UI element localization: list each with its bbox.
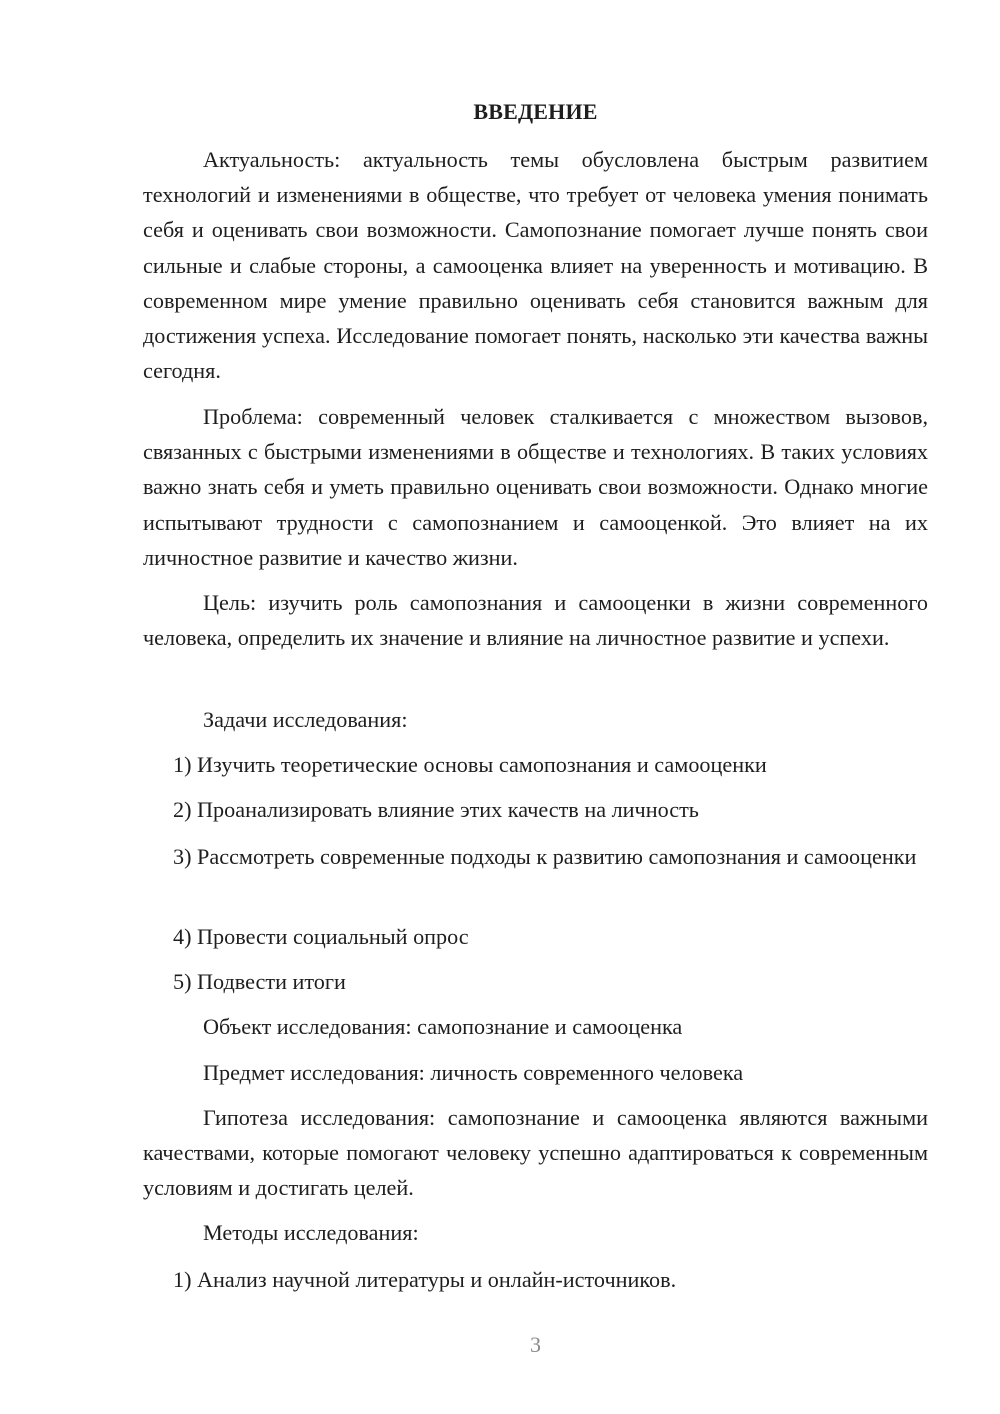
page-number: 3 xyxy=(530,1332,541,1357)
task-item-3: 3) Рассмотреть современные подходы к развитию самопознания и самооценки xyxy=(173,844,917,869)
paragraph-goal: Цель: изучить роль самопознания и самооценки в жизни современного человека, определить их значение и влияние на личностное развитие и успехи. xyxy=(143,590,928,651)
paragraph-problem: Проблема: современный человек сталкивается с множеством вызовов, связанных с быстрыми изменениями в обществе и технологиях. В таких условиях важно знать себя и уметь правильно оценивать свои возможности. Однако многие испытывают трудности с самопознанием и самооценкой. Это влияет на их личностное развитие и качество жизни. xyxy=(143,404,928,570)
task-item-2: 2) Проанализировать влияние этих качеств на личность xyxy=(173,797,699,822)
methods-heading: Методы исследования: xyxy=(203,1220,419,1245)
task-item-4: 4) Провести социальный опрос xyxy=(173,924,469,949)
research-hypothesis: Гипотеза исследования: самопознание и самооценка являются важными качествами, которые помогают человеку успешно адаптироваться к современным условиям и достигать целей. xyxy=(143,1105,928,1201)
research-object: Объект исследования: самопознание и самооценка xyxy=(203,1014,683,1039)
task-item-1: 1) Изучить теоретические основы самопознания и самооценки xyxy=(173,752,767,777)
research-subject: Предмет исследования: личность современного человека xyxy=(203,1060,744,1085)
page-title: ВВЕДЕНИЕ xyxy=(473,99,598,124)
paragraph-relevance: Актуальность: актуальность темы обусловлена быстрым развитием технологий и изменениями в обществе, что требует от человека умения понимать себя и оценивать свои возможности. Самопознание помогает лучше понять свои сильные и слабые стороны, а самооценка влияет на уверенность и мотивацию. В современном мире умение правильно оценивать себя становится важным для достижения успеха. Исследование помогает понять, насколько эти качества важны сегодня. xyxy=(143,147,928,384)
task-item-5: 5) Подвести итоги xyxy=(173,969,346,994)
tasks-heading: Задачи исследования: xyxy=(203,707,408,732)
method-item-1: 1) Анализ научной литературы и онлайн-источников. xyxy=(173,1267,677,1292)
document-page xyxy=(143,0,928,1414)
